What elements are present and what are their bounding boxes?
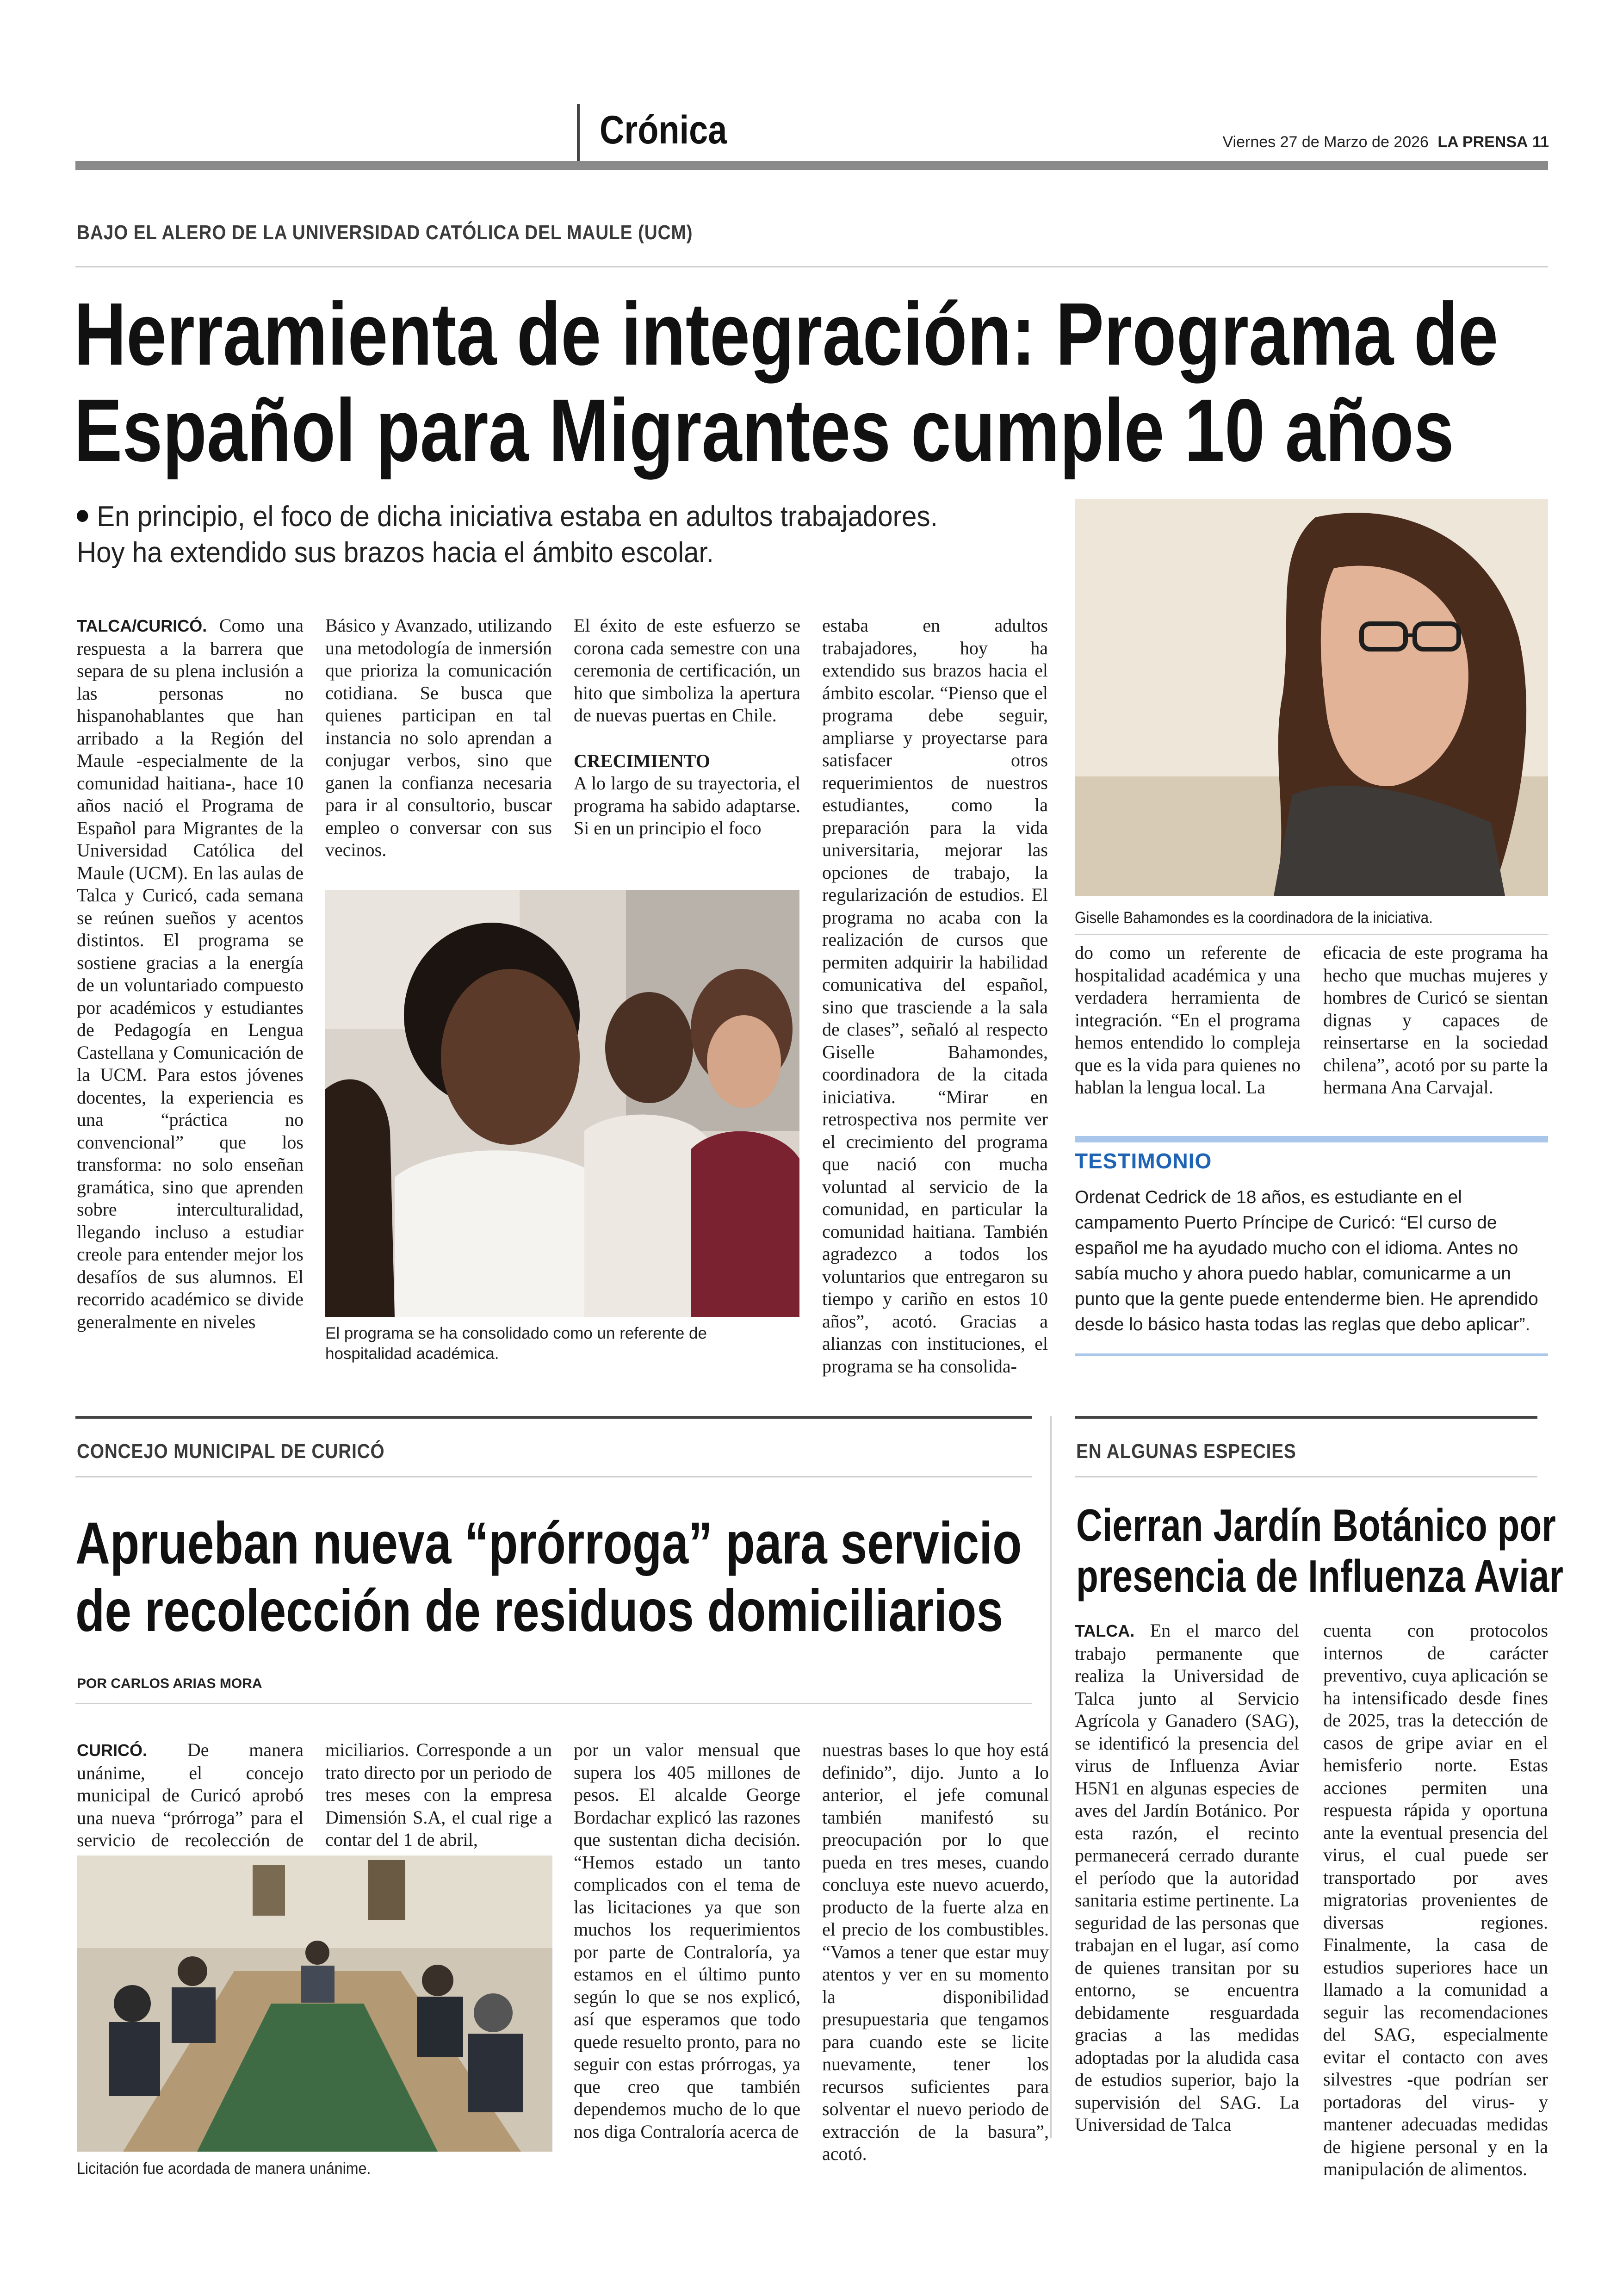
main-kicker: BAJO EL ALERO DE LA UNIVERSIDAD CATÓLICA DEL MAULE (UCM): [77, 221, 693, 244]
date: Viernes 27 de Marzo de 2026: [1222, 133, 1429, 151]
main-col-5: do como un referente de hospitalidad académica y una verdadera herramienta de integración. “En el programa hemos entendido lo compleja que es la vida para quienes no hablan la lengua local. La: [1075, 942, 1301, 1098]
third-headline-line-1: Cierran Jardín Botánico por: [1076, 1500, 1556, 1551]
main-col-1: TALCA/CURICÓ. Como una respuesta a la barrera que separa de su plena inclusión a las personas no hispanohablantes que han arribado a la Región del Maule -especialmente de la comunidad haitiana-, hace 10 años nació el Programa de Español para Migrantes de la Universidad Católica del Maule (UCM). En las aulas de Talca y Curicó, cada semana se reúnen sueños y acentos distintos. El programa se sostiene gracias a la energía de un voluntariado compuesto por académicos y estudiantes de Pedagogía en Lengua Castellana y Comunicación de la UCM. Para estos jóvenes docentes, la experiencia es una “práctica no convencional” que los transforma: no solo enseñan gramática, sino que aprenden sobre interculturalidad, llegando incluso a estudiar creole para entender mejor los desafíos de sus alumnos. El recorrido académico se divide generalmente en niveles: [77, 615, 304, 1332]
main-col-6: eficacia de este programa ha hecho que muchas mujeres y hombres de Curicó se sientan dignas y capaces de reinsertarse en la sociedad chilena”, acotó por su parte la hermana Ana Carvajal.: [1323, 942, 1548, 1098]
main-headline-line-2: Español para Migrantes cumple 10 años: [74, 380, 1454, 480]
second-headline-line-2: de recolección de residuos domiciliarios: [75, 1578, 1004, 1644]
testimonio-bar: [1075, 1136, 1548, 1142]
header-rule: [75, 161, 1548, 170]
main-deck: [77, 499, 938, 571]
page-number: 11: [1532, 133, 1549, 151]
portrait-illustration: [1075, 499, 1548, 896]
third-kicker-rule: [1075, 1476, 1537, 1477]
photo-council: [77, 1855, 552, 2152]
testimonio-text: Ordenat Cedrick de 18 años, es estudiante en el campamento Puerto Príncipe de Curicó: “El curso de español me ha ayudado mucho con el idioma. Antes no sabía mucho y ahora puedo hablar, comunicarme a un punto que la gente puede entenderme bien. He aprendido desde lo básico hasta todas las reglas que debo aplicar”.: [1075, 1187, 1538, 1334]
second-byline: POR CARLOS ARIAS MORA: [77, 1676, 262, 1691]
second-dateline: CURICÓ.: [77, 1741, 147, 1760]
third-kicker: EN ALGUNAS ESPECIES: [1076, 1440, 1296, 1463]
kicker-rule: [75, 266, 1548, 267]
second-kicker: CONCEJO MUNICIPAL DE CURICÓ: [77, 1440, 385, 1463]
deck-line-2: Hoy ha extendido sus brazos hacia el ámbito escolar.: [77, 537, 714, 569]
third-dateline: TALCA.: [1075, 1621, 1135, 1640]
second-col-1: CURICÓ. De manera unánime, el concejo municipal de Curicó aprobó una nueva “prórroga” para el servicio de recolección de: [77, 1739, 304, 1850]
page-dateline: [1222, 133, 1549, 151]
second-col-4: nuestras bases lo que hoy está definido”, dijo. Junto a lo anterior, el jefe comunal también manifestó su preocupación por lo que pueda en tres meses, cuando concluya este nuevo acuerdo, producto de la fuerte alza en el precio de los combustibles. “Vamos a tener que estar muy atentos y ver en su momento la disponibilidad presupuestaria que tengamos para cuando este se licite nuevamente, tener los recursos suficientes para solventar el nuevo periodo de extracción de la basura”, acotó.: [822, 1739, 1049, 2164]
photo-caption-coordinator: Giselle Bahamondes es la coordinadora de la iniciativa.: [1075, 909, 1433, 927]
photo-students: [325, 890, 799, 1317]
column-separator: [1050, 1416, 1052, 2138]
third-top-rule: [1075, 1416, 1537, 1419]
photo-caption-council: Licitación fue acordada de manera unánime.: [77, 2159, 371, 2178]
photo-coordinator: [1075, 499, 1548, 896]
main-dateline: TALCA/CURICÓ.: [77, 616, 207, 635]
second-top-rule: [75, 1416, 1032, 1419]
main-col-3: [574, 614, 800, 840]
caption-rule-right: [1075, 934, 1548, 935]
third-col-2: cuenta con protocolos internos de carácter preventivo, cuya aplicación se ha intensificado desde fines de 2025, tras la detección de casos de gripe aviar en el hemisferio norte. Estas acciones permiten una respuesta rápida y oportuna ante la eventual presencia del virus, el cual puede ser transportado por aves migratorias provenientes de diversas regiones. Finalmente, la casa de estudios superiores hace un llamado a la comunidad a seguir las recomendaciones del SAG, especialmente evitar el contacto con aves silvestres -que podrían ser portadoras del virus- y mantener adecuadas medidas de higiene personal y en la manipulación de alimentos.: [1323, 1620, 1548, 2179]
main-col-3-text-a: El éxito de este esfuerzo se corona cada semestre con una ceremonia de certificación, un hito que simboliza la apertura de nuevas puertas en Chile.: [574, 615, 800, 726]
deck-line-1: En principio, el foco de dicha iniciativa estaba en adultos trabajadores.: [77, 499, 938, 535]
photo-caption-students: El programa se ha consolidado como un referente de hospitalidad académica.: [325, 1324, 707, 1363]
paper-name: LA PRENSA: [1437, 133, 1528, 151]
third-headline-line-2: presencia de Influenza Aviar: [1076, 1551, 1563, 1601]
second-col-2: miciliarios. Corresponde a un trato directo por un periodo de tres meses con la empresa Dimensión S.A, el cual rige a contar del 1 de abril,: [325, 1739, 552, 1850]
main-headline-line-1: Herramienta de integración: Programa de: [74, 284, 1499, 384]
section-title: Crónica: [600, 108, 727, 152]
second-byline-rule: [75, 1703, 1032, 1704]
second-kicker-rule: [75, 1476, 1032, 1477]
bullet-icon: [77, 510, 88, 522]
main-col-4: estaba en adultos trabajadores, hoy ha extendido sus brazos hacia el ámbito escolar. “Pienso que el programa debe seguir, ampliarse y proyectarse para satisfacer otros requerimientos de nuestros estudiantes, como la preparación para la vida universitaria, mejorar las opciones de trabajo, la regularización de estudios. El programa no acaba con la realización de cursos que permiten adquirir la habilidad comunicativa del español, sino que trasciende a la sala de clases”, señaló al respecto Giselle Bahamondes, coordinadora de la citada iniciativa. “Mirar en retrospectiva nos permite ver el crecimiento del programa que nació con mucha voluntad al servicio de la comunidad, en particular la comunidad haitiana. También agradezco a todos los voluntarios que entregaron su tiempo y cariño en estos 10 años”, acotó. Gracias a alianzas con instituciones, el programa se ha consolida-: [822, 615, 1048, 1377]
testimonio-title: TESTIMONIO: [1075, 1149, 1212, 1173]
second-headline-line-1: Aprueban nueva “prórroga” para servicio: [75, 1510, 1022, 1576]
main-col-3-text-b: A lo largo de su trayectoria, el programa ha sabido adaptarse. Si en un principio el foco: [574, 773, 800, 838]
council-illustration: [77, 1855, 552, 2152]
main-col-2: Básico y Avanzado, utilizando una metodología de inmersión que prioriza la comunicación cotidiana. Se busca que quienes participan en tal instancia no solo aprendan a conjugar verbos, sino que ganen la confianza necesaria para ir al consultorio, buscar empleo o conversar con sus vecinos.: [325, 615, 552, 860]
main-subhead: CRECIMIENTO: [574, 750, 710, 771]
header-divider: [577, 104, 580, 164]
third-col-1: TALCA. En el marco del trabajo permanente que realiza la Universidad de Talca junto al Servicio Agrícola y Ganadero (SAG), se identificó la presencia del virus de Influenza Aviar H5N1 en algunas especies de aves del Jardín Botánico. Por esta razón, el recinto permanecerá cerrado durante el período que la autoridad sanitaria estime pertinente. La seguridad de las personas que trabajan en el lugar, así como de quienes transitan por su entorno, se encuentra debidamente resguardada gracias a las medidas adoptadas por la aludida casa de estudios superior, bajo la supervisión del SAG. La Universidad de Talca: [1075, 1620, 1299, 2135]
testimonio-bottom-bar: [1075, 1353, 1548, 1356]
second-col-3: por un valor mensual que supera los 405 millones de pesos. El alcalde George Bordachar explicó las razones que sustentan dicha decisión. “Hemos estado un tanto complicados con el tema de las licitaciones ya que son muchos los requerimientos por parte de Contraloría, ya estamos en el último punto según lo que se nos explicó, así que esperamos que todo quede resuelto pronto, para no seguir con estas prórrogas, ya que creo que también dependemos mucho de lo que nos diga Contraloría acerca de: [574, 1739, 800, 2142]
students-illustration: [325, 890, 799, 1317]
